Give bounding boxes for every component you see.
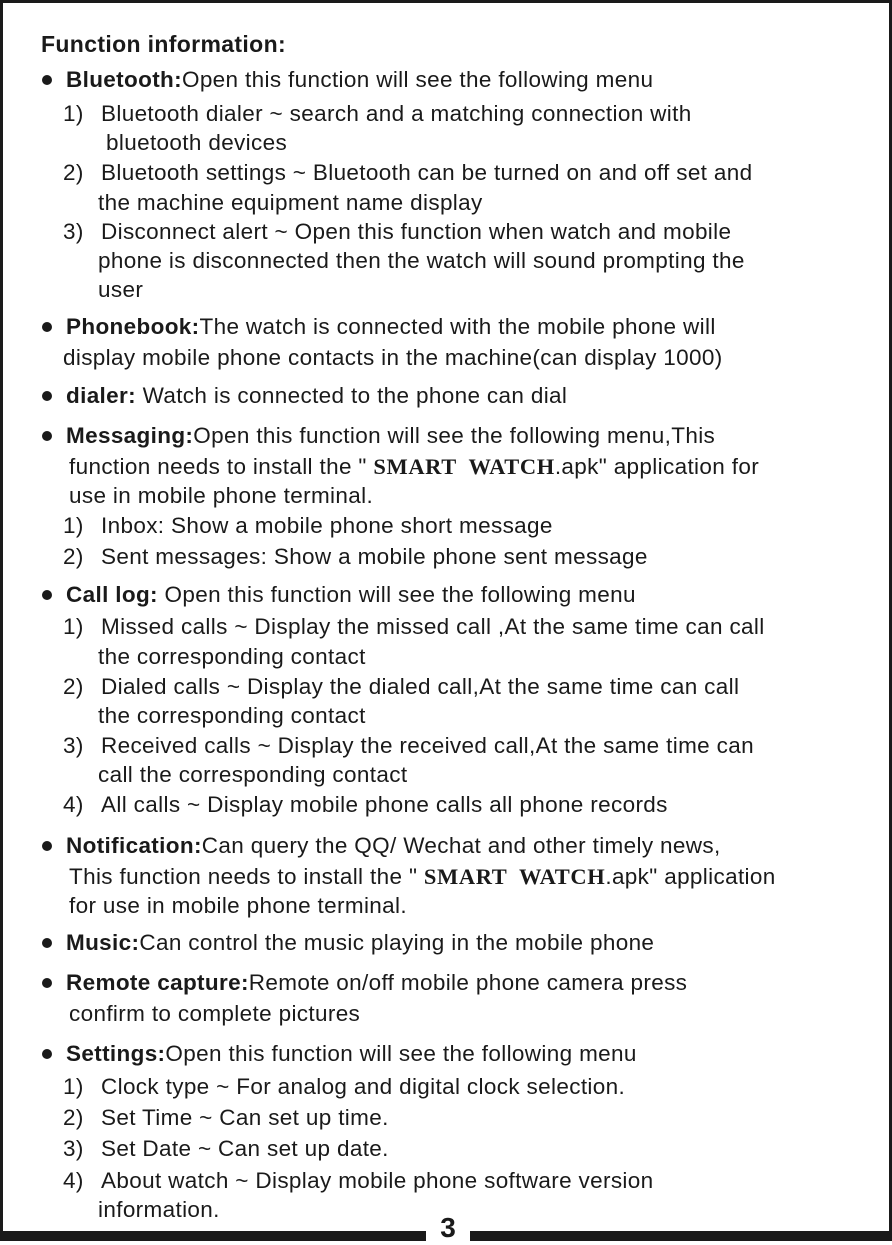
notification-desc: Can query the QQ/ Wechat and other timely news, [201,833,721,858]
list-item [63,1166,654,1196]
remote-capture-heading-line [66,968,687,998]
bluetooth-heading-line [66,65,653,95]
list-item-continuation: the machine equipment name display [98,190,483,215]
bluetooth-label: Bluetooth: [66,67,182,92]
messaging-heading-line [66,421,715,451]
list-text: Disconnect alert ~ Open this function when watch and mobile [101,219,732,244]
dialer-label: dialer: [66,383,136,408]
remote-capture-desc-continuation: confirm to complete pictures [69,1001,361,1026]
bullet-icon [42,841,52,851]
list-item [63,612,765,642]
music-heading-line [66,928,654,958]
messaging-desc-continuation: use in mobile phone terminal. [69,483,374,508]
list-item-continuation: call the corresponding contact [98,762,408,787]
call-log-label: Call log: [66,582,158,607]
list-item [63,1103,389,1133]
list-item [63,731,754,761]
list-item [63,217,731,247]
list-text: Sent messages: Show a mobile phone sent message [101,544,648,569]
list-text: Missed calls ~ Display the missed call ,At the same time can call [101,614,765,639]
notification-desc-continuation: for use in mobile phone terminal. [69,893,407,918]
list-item [63,511,553,541]
list-number: 3) [63,1136,84,1161]
list-item [63,1134,389,1164]
music-label: Music: [66,930,140,955]
settings-label: Settings: [66,1041,166,1066]
phonebook-label: Phonebook: [66,314,200,339]
messaging-desc-continuation [69,452,759,482]
list-number: 4) [63,792,84,817]
dialer-heading-line [66,381,567,411]
phonebook-desc-continuation: display mobile phone contacts in the machine(can display 1000) [63,345,723,370]
list-item-continuation: phone is disconnected then the watch will sound prompting the [98,248,745,273]
remote-capture-label: Remote capture: [66,970,249,995]
list-number: 1) [63,614,84,639]
list-text: All calls ~ Display mobile phone calls all phone records [101,792,668,817]
list-item-continuation: the corresponding contact [98,703,366,728]
bluetooth-desc: Open this function will see the following menu [181,67,654,92]
list-text: Received calls ~ Display the received call,At the same time can [101,733,754,758]
list-number: 1) [63,513,84,538]
page-heading: Function information: [41,31,286,57]
list-item-continuation: the corresponding contact [98,644,366,669]
list-number: 2) [63,160,84,185]
notification-desc-continuation [69,862,776,892]
messaging-desc-pre: function needs to install the " [69,454,374,479]
messaging-desc-post: .apk" application for [554,454,760,479]
list-item [63,99,692,129]
list-text: Dialed calls ~ Display the dialed call,At the same time can call [101,674,740,699]
list-item-continuation: bluetooth devices [106,130,288,155]
app-name: SMART WATCH [423,864,606,889]
notification-heading-line [66,831,721,861]
notification-desc-pre: This function needs to install the " [69,864,424,889]
list-text: About watch ~ Display mobile phone software version [101,1168,654,1193]
app-name: SMART WATCH [373,454,555,479]
settings-desc: Open this function will see the following menu [165,1041,637,1066]
call-log-desc: Open this function will see the following menu [157,582,636,607]
dialer-desc: Watch is connected to the phone can dial [135,383,568,408]
notification-desc-post: .apk" application [605,864,776,889]
bullet-icon [42,391,52,401]
list-number: 1) [63,101,84,126]
settings-heading-line [66,1039,637,1069]
list-text: Clock type ~ For analog and digital clock selection. [101,1074,626,1099]
page-number: 3 [426,1211,470,1245]
phonebook-heading-line [66,312,716,342]
list-item [63,542,648,572]
music-desc: Can control the music playing in the mobile phone [139,930,655,955]
list-text: Bluetooth dialer ~ search and a matching connection with [101,101,692,126]
bullet-icon [42,590,52,600]
list-item [63,672,739,702]
call-log-heading-line [66,580,636,610]
list-number: 2) [63,1105,84,1130]
list-number: 1) [63,1074,84,1099]
bullet-icon [42,75,52,85]
list-item [63,158,752,188]
bullet-icon [42,322,52,332]
bullet-icon [42,938,52,948]
list-text: Bluetooth settings ~ Bluetooth can be turned on and off set and [101,160,753,185]
list-number: 3) [63,219,84,244]
list-number: 4) [63,1168,84,1193]
list-text: Set Date ~ Can set up date. [101,1136,389,1161]
list-number: 2) [63,674,84,699]
bullet-icon [42,978,52,988]
list-text: Inbox: Show a mobile phone short message [101,513,553,538]
remote-capture-desc: Remote on/off mobile phone camera press [248,970,688,995]
bullet-icon [42,1049,52,1059]
notification-label: Notification: [66,833,202,858]
list-number: 3) [63,733,84,758]
messaging-desc: Open this function will see the following menu,This [193,423,716,448]
list-item [63,790,668,820]
phonebook-desc: The watch is connected with the mobile phone will [199,314,716,339]
bullet-icon [42,431,52,441]
list-text: Set Time ~ Can set up time. [101,1105,389,1130]
list-number: 2) [63,544,84,569]
list-item [63,1072,625,1102]
messaging-label: Messaging: [66,423,194,448]
list-item-continuation: information. [98,1197,220,1222]
list-item-continuation: user [98,277,144,302]
